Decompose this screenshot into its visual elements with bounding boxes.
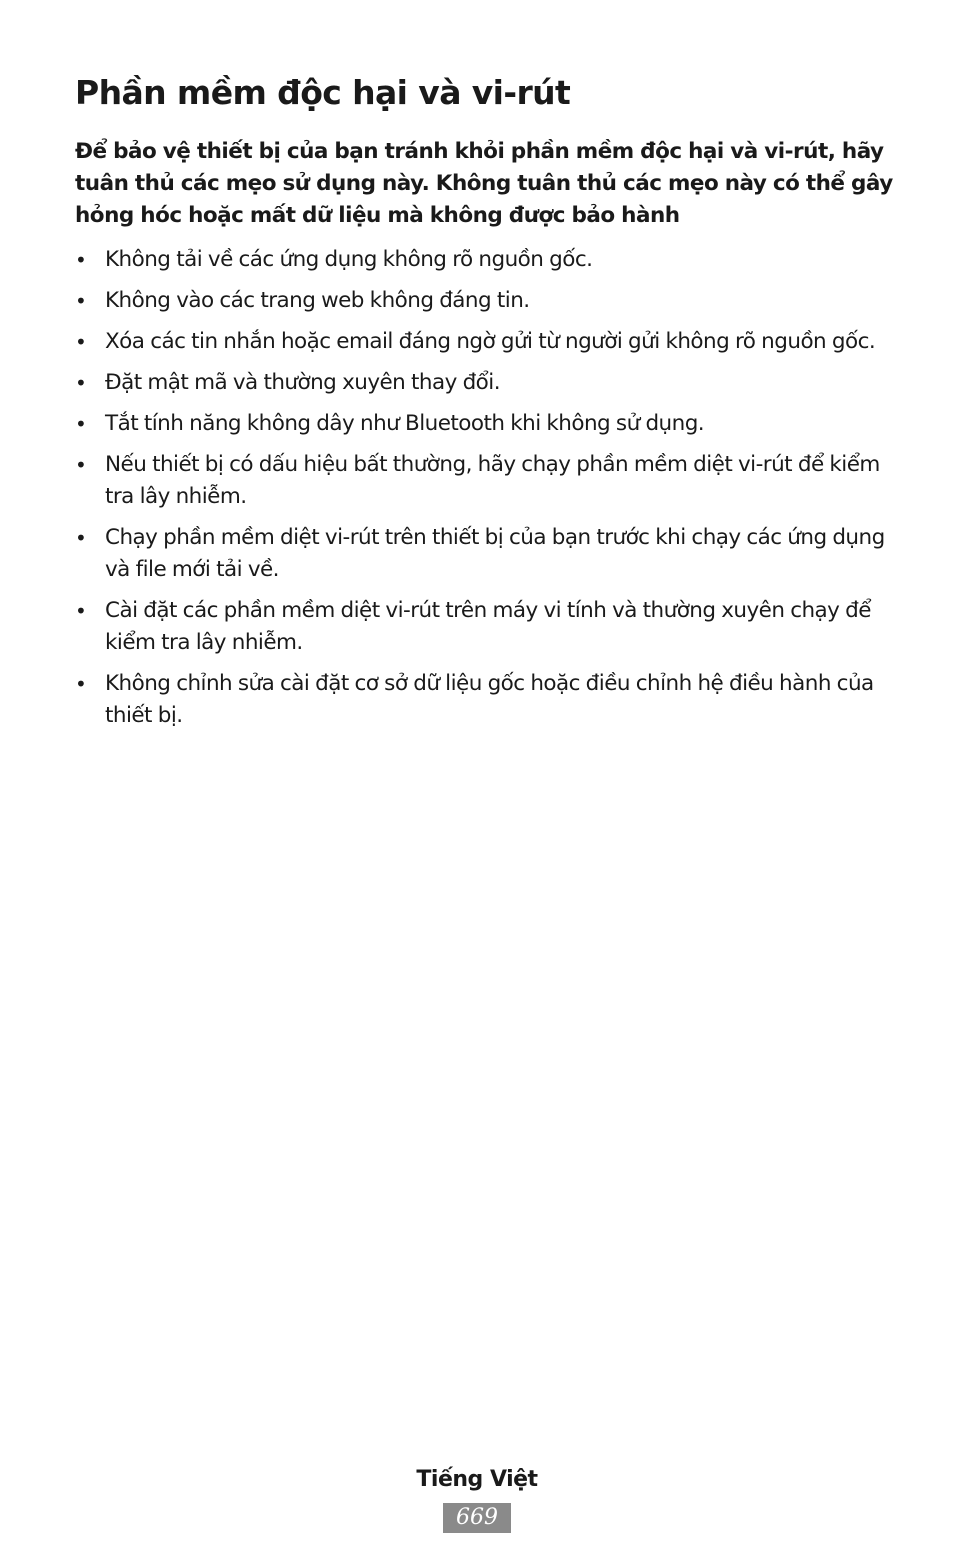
bullet-icon: •	[75, 330, 87, 354]
intro-paragraph: Để bảo vệ thiết bị của bạn tránh khỏi phần mềm độc hại và vi-rút, hãy tuân thủ các mẹo sử dụng này. Không tuân thủ các mẹo này có thể gây hỏng hóc hoặc mất dữ liệu mà không được bảo hành	[75, 139, 893, 228]
tip-text: Không tải về các ứng dụng không rõ nguồn gốc.	[105, 247, 593, 272]
list-item	[75, 668, 895, 732]
page-footer	[0, 1462, 954, 1533]
page-number: 669	[443, 1503, 511, 1533]
bullet-icon: •	[75, 526, 87, 550]
tip-text: Nếu thiết bị có dấu hiệu bất thường, hãy chạy phần mềm diệt vi-rút để kiểm tra lây nhiễm.	[105, 452, 880, 509]
bullet-icon: •	[75, 599, 87, 623]
tips-list	[75, 244, 895, 732]
tip-text: Cài đặt các phần mềm diệt vi-rút trên máy vi tính và thường xuyên chạy để kiểm tra lây nhiễm.	[105, 598, 871, 655]
bullet-icon: •	[75, 453, 87, 477]
list-item	[75, 285, 895, 317]
bullet-icon: •	[75, 412, 87, 436]
list-item	[75, 326, 895, 358]
tip-text: Không vào các trang web không đáng tin.	[105, 288, 530, 313]
page-number-wrap	[0, 1503, 954, 1533]
tip-text: Không chỉnh sửa cài đặt cơ sở dữ liệu gốc hoặc điều chỉnh hệ điều hành của thiết bị.	[105, 671, 874, 728]
list-item	[75, 408, 895, 440]
tip-text: Xóa các tin nhắn hoặc email đáng ngờ gửi từ người gửi không rõ nguồn gốc.	[105, 329, 876, 354]
bullet-icon: •	[75, 289, 87, 313]
list-item	[75, 522, 895, 586]
tip-text: Tắt tính năng không dây như Bluetooth khi không sử dụng.	[105, 411, 705, 436]
bullet-icon: •	[75, 672, 87, 696]
list-item	[75, 244, 895, 276]
footer-language-label: Tiếng Việt	[416, 1467, 538, 1492]
bullet-icon: •	[75, 248, 87, 272]
bullet-icon: •	[75, 371, 87, 395]
tip-text: Đặt mật mã và thường xuyên thay đổi.	[105, 370, 500, 395]
list-item	[75, 449, 895, 513]
list-item	[75, 595, 895, 659]
tip-text: Chạy phần mềm diệt vi-rút trên thiết bị của bạn trước khi chạy các ứng dụng và file mới tải về.	[105, 525, 885, 582]
page-title: Phần mềm độc hại và vi-rút	[75, 73, 571, 112]
list-item	[75, 367, 895, 399]
page-content	[75, 68, 895, 741]
